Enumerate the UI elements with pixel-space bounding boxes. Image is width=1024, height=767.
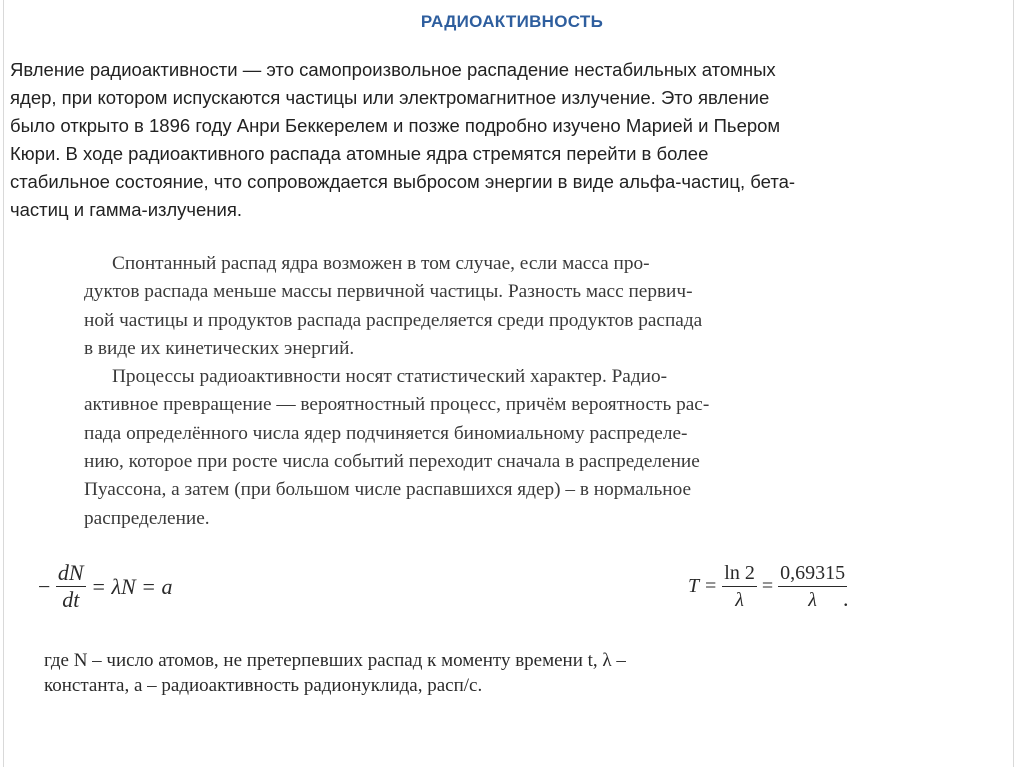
intro-line: частиц и гамма-излучения. [10, 199, 242, 220]
intro-line: ядер, при котором испускаются частицы или электромагнитное излучение. Это явление [10, 87, 770, 108]
scan-line: Процессы радиоактивности носят статистический характер. Радио- [112, 366, 668, 388]
page-title: РАДИОАКТИВНОСТЬ [420, 12, 604, 31]
intro-line: было открыто в 1896 году Анри Беккерелем и позже подробно изучено Марией и Пьером [10, 115, 781, 136]
derivative-fraction [56, 560, 86, 613]
formula-rhs: = λN = a [91, 573, 173, 599]
slide-border-left [3, 0, 4, 767]
legend-line: где N – число атомов, не претерпевших распад к моменту времени t, λ – [44, 650, 626, 671]
intro-line: Явление радиоактивности — это самопроизвольное распадение нестабильных атомных [10, 59, 776, 80]
scan-line: пада определённого числа ядер подчиняется биномиальному распределе- [84, 422, 688, 444]
intro-line: Кюри. В ходе радиоактивного распада атомные ядра стремятся перейти в более [10, 143, 709, 164]
scan-line: Пуассона, а затем (при большом числе распавшихся ядер) – в нормальное [84, 479, 692, 501]
scan-line: в виде их кинетических энергий. [84, 337, 355, 359]
fraction-numerator: 0,69315 [778, 560, 847, 587]
fraction-denominator: λ [735, 589, 744, 611]
half-life-formula [688, 560, 847, 613]
scan-line: нию, которое при росте числа событий переходит сначала в распределение [84, 451, 700, 473]
intro-line: стабильное состояние, что сопровождается выбросом энергии в виде альфа-частиц, бета- [10, 171, 796, 192]
fraction-numerator: ln 2 [722, 560, 757, 587]
constant-fraction [778, 560, 847, 613]
fraction-denominator: dt [62, 587, 80, 612]
intro-paragraph [10, 56, 1010, 224]
variable-legend [44, 648, 864, 698]
scan-line: дуктов распада меньше массы первичной частицы. Разность масс первич- [84, 281, 693, 303]
scan-line: ной частицы и продуктов распада распределяется среди продуктов распада [84, 309, 703, 331]
formula-period: . [843, 586, 849, 611]
scan-line: распределение. [84, 507, 210, 529]
formula-minus: − [38, 573, 51, 599]
legend-line: константа, a – радиоактивность радионуклида, расп/с. [44, 675, 483, 696]
scanned-text-block [84, 250, 892, 533]
scan-line: активное превращение — вероятностный процесс, причём вероятность рас- [84, 394, 710, 416]
ln2-fraction [722, 560, 757, 613]
fraction-numerator: dN [57, 560, 84, 585]
formula-lhs: T = [688, 575, 718, 597]
fraction-denominator: λ [808, 589, 817, 611]
formula-equals: = [761, 575, 774, 597]
decay-rate-formula [38, 560, 173, 613]
slide-border-right [1013, 0, 1014, 767]
scan-line: Спонтанный распад ядра возможен в том случае, если масса про- [112, 253, 650, 274]
